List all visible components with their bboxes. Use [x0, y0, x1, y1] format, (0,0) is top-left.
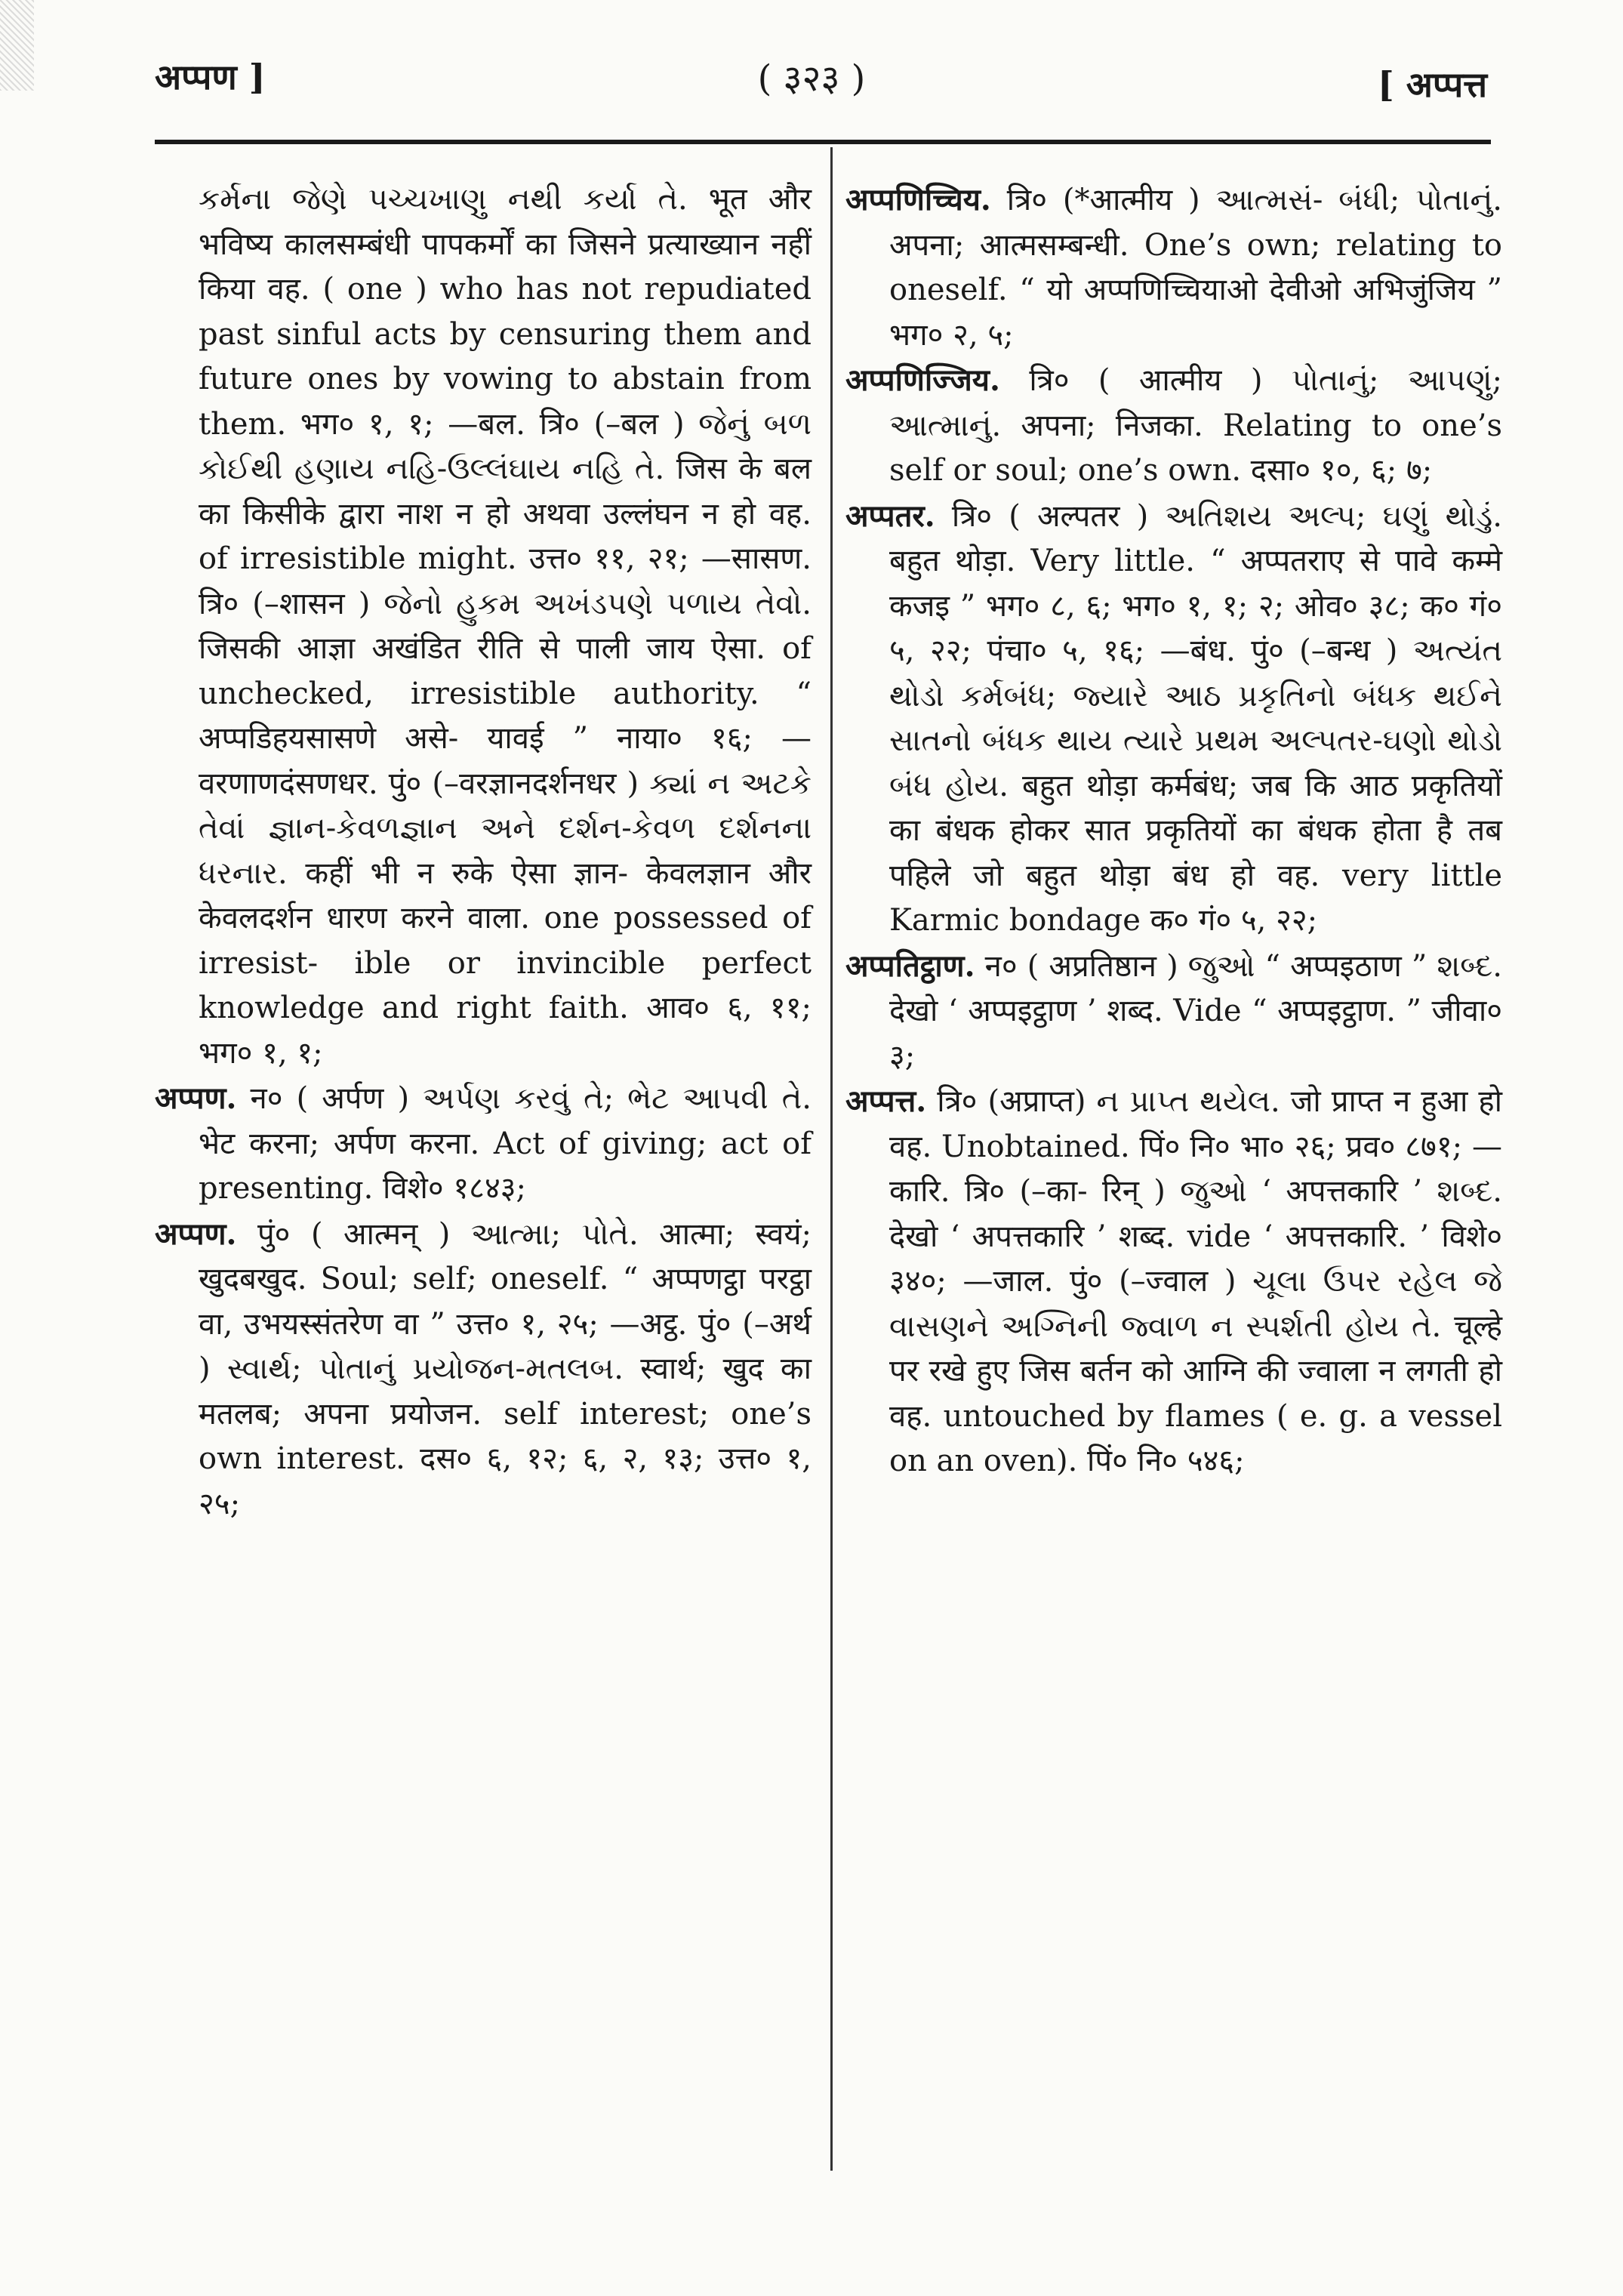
left-running-head: अप्पण ] — [155, 57, 266, 97]
entry-text: त्रि० (अप्राप्त) ન પ્રાપ્ત થયેલ. जो प्राप्त न हुआ हो वह. Unobtained. पिं० नि० भा० २६; प्रव० ८७१; —कारि. त्रि० (–का- रिन् ) જુઓ ‘ अपत्तकारि ’ શબ્દ. देखो ‘ अपत्तकारि ’ शब्द. vide ‘ अपत्तकारि. ’ विशे० ३४०; —जाल. पुं० (–ज्वाल ) ચૂલા ઉપર રહેલ જે વાસણને અગ્નિની જ્વાળ ન સ્પર્શતી હોય તે. चूल्हे पर रखे हुए जिस बर्तन को आग्नि की ज्वाला न लगती हो वह. untouched by flames ( e. g. a vessel on an oven). पिं० नि० ५४६; — [889, 1084, 1502, 1478]
dictionary-entry — [845, 1079, 1502, 1484]
dictionary-entry — [845, 494, 1502, 944]
entry-headword: अप्पणिज्जिय. — [845, 362, 1000, 398]
entry-headword: अप्पत्त. — [845, 1083, 927, 1119]
entry-headword: अप्पतर. — [845, 498, 935, 534]
dictionary-entry — [155, 1076, 812, 1212]
left-column — [155, 177, 812, 1527]
entry-text: न० ( अर्पण ) અર્પણ કરવું તે; ભેટ આપવી તે. भेट करना; अर्पण करना. Act of giving; act of presenting. विशे० १८४३; — [199, 1081, 812, 1206]
entry-headword: अप्पतिट्ठाण. — [845, 948, 975, 984]
dictionary-entry — [845, 177, 1502, 358]
header-rule — [155, 140, 1491, 144]
entry-text: त्रि० ( आत्मीय ) પોતાનું; આપણું; આત્માનું. अपना; निजका. Relating to one’s self or soul; one’s own. दसा० १०, ६; ७; — [889, 363, 1502, 488]
entry-headword: अप्पण. — [155, 1080, 237, 1116]
right-column — [845, 177, 1502, 1484]
entry-text: त्रि० (*आत्मीय ) આત્મસં- બંધી; પોતાનું. अपना; आत्मसम्बन्धी. One’s own; relating to oneself. “ यो अप्पणिच्चियाओ देवीओ अभिजुंजिय ” भग० २, ५; — [889, 183, 1502, 353]
entry-headword: अप्पणिच्चिय. — [845, 182, 991, 217]
entry-headword: अप्पण. — [155, 1216, 237, 1252]
entry-text: કર્મના જેણે પચ્ચખાણુ નથી કર્યા તે. भूत और भविष्य कालसम्बंधी पापकर्मों का जिसने प्रत्याख्यान नहीं किया वह. ( one ) who has not repudiated past sinful acts by censuring them and future ones by vowing to abstain from them. भग० १, १; —बल. त्रि० (–बल ) જેનું બળ કોઈથી હણાય નહિ-ઉલ્લંઘાય નહિ તે. जिस के बल का किसीके द्वारा नाश न हो अथवा उल्लंघन न हो वह. of irresistible might. उत्त० ११, २१; —सासण. त्रि० (–शासन ) જેનો હુકમ અખંડપણે પળાય તેવો. जिसकी आज्ञा अखंडित रीति से पाली जाय ऐसा. of unchecked, irresistible authority. “ अप्पडिहयसासणे असे- यावई ” नाया० १६; —वरणाणदंसणधर. पुं० (–वरज्ञानदर्शनधर ) ક્યાં ન અટકે તેવાં જ્ઞાન-કેવળજ્ઞાન અને દર્શન-કેવળ દર્શનના ધરનાર. कहीं भी न रुके ऐसा ज्ञान- केवलज्ञान और केवलदर्शन धारण करने वाला. one possessed of irresist- ible or invincible perfect knowledge and right faith. आव० ६, ११; भग० १, १; — [199, 182, 812, 1071]
right-running-head: [ अप्पत्त — [1377, 64, 1487, 105]
entry-text: त्रि० ( अल्पतर ) અતિશય અલ્પ; ઘણું થોડું. बहुत थोड़ा. Very little. “ अप्पतराए से पावे कम्मे कजइ ” भग० ८, ६; भग० १, १; २; ओव० ३८; क० गं० ५, २२; पंचा० ५, १६; —बंध. पुं० (–बन्ध ) અત્યંત થોડો કર્મબંધ; જ્યારે આઠ પ્રકૃતિનો બંધક થઈને સાતનો બંધક થાય ત્યારે પ્રથમ અલ્પતર-ઘણો થોડો બંધ હોય. बहुत थोड़ा कर्मबंध; जब कि आठ प्रकृतियों का बंधक होकर सात प्रकृतियों का बंधक होता है तब पहिले जो बहुत थोड़ा बंध हो वह. very little Karmic bondage क० गं० ५, २२; — [889, 498, 1502, 938]
page-header — [0, 45, 1623, 128]
column-divider — [830, 147, 833, 2171]
entry-text: न० ( अप्रतिष्ठान ) જુઓ “ अप्पइठाण ” શબ્દ. देखो ‘ अप्पइट्ठाण ’ शब्द. Vide “ अप्पइट्ठाण. ” जीवा० ३; — [889, 948, 1503, 1074]
dictionary-entry — [845, 358, 1502, 494]
dictionary-entry — [155, 1212, 812, 1527]
page-number: ( ३२३ ) — [757, 57, 866, 100]
dictionary-entry — [845, 944, 1502, 1080]
entry-text: पुं० ( आत्मन् ) આત્મા; પોતે. आत्मा; स्वयं; खुदबखुद. Soul; self; oneself. “ अप्पणट्ठा परट्ठा वा, उभयस्संतरेण वा ” उत्त० १, २५; —अट्ठ. पुं० (–अर्थ ) સ્વાર્થ; પોતાનું પ્રયોજન-મતલબ. स्वार्थ; खुद का मतलब; अपना प्रयोजन. self interest; one’s own interest. दस० ६, १२; ६, २, १३; उत्त० १, २५; — [199, 1216, 812, 1521]
dictionary-entry — [155, 177, 812, 1076]
